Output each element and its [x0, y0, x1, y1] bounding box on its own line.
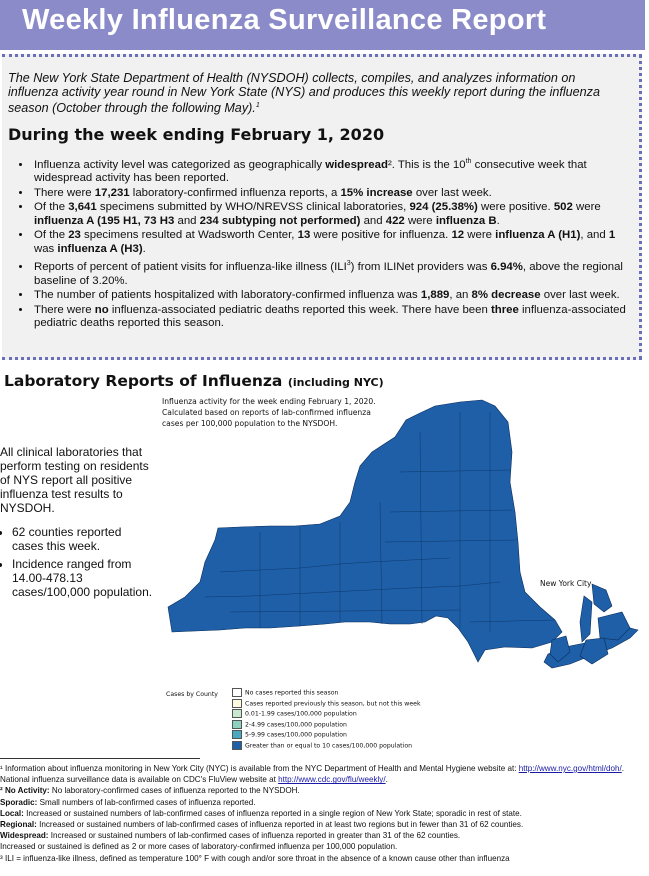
bullet-pediatric-deaths: • There were no influenza-associated pediatric deaths reported this week. There have been three influenza-associated pediatric deaths reported this season. [32, 304, 632, 331]
bullet-nrevss: • Of the 3,641 specimens submitted by WHO/NREVSS clinical laboratories, 924 (25.38%) were positive. 502 were influenza A (195 H1, 73 H3 and 234 subtyping not performed) and 422 were influenza B. [32, 201, 632, 228]
nyc-doh-link[interactable]: http://www.nyc.gov/html/doh/ [518, 764, 622, 773]
week-heading: During the week ending February 1, 2020 [8, 125, 385, 144]
counties-reported-bullet: • 62 counties reported cases this week. [12, 525, 156, 553]
legend-swatch [232, 730, 242, 739]
map-caption-line: Influenza activity for the week ending February 1, 2020. [162, 397, 376, 406]
intro-text: The New York State Department of Health (NYSDOH) collects, compiles, and analyzes information on influenza activity year round in New York State (NYS) and produces this weekly report during the influenza season (October through the following May). [8, 71, 600, 116]
footnote-1: ¹ Information about influenza monitoring in New York City (NYC) is available from the NYC Department of Health and Mental Hygiene website at: http://www.nyc.gov/html/doh/. National influenza surveillance data is available on CDC's FluView website at http://www.cdc.gov/flu/weekly/. [0, 764, 624, 785]
legend-swatch [232, 741, 242, 750]
footnote-2: ² No Activity: No laboratory-confirmed cases of influenza reported to the NYSDOH. [0, 786, 300, 796]
legend-swatch [232, 709, 242, 718]
legend-item: No cases reported this season [232, 688, 472, 699]
map-caption [162, 396, 432, 429]
lab-side-text [0, 445, 156, 603]
footnote-local: Local: Increased or sustained numbers of lab-confirmed cases of influenza reported in a single region of New York State; sporadic in rest of state. [0, 808, 522, 818]
intro-footnote-ref: 1 [255, 102, 260, 109]
legend-swatch [232, 699, 242, 708]
footnote-3: ³ ILI = influenza-like illness, defined as temperature 100° F with cough and/or sore throat in the absence of a known cause other than influenza [0, 853, 510, 863]
nyc-manhattan-shape [580, 596, 592, 642]
map-caption-line: Calculated based on reports of lab-confirmed influenza [162, 408, 371, 417]
nyc-brooklyn-shape [580, 638, 608, 664]
legend-swatch [232, 720, 242, 729]
legend-item: Greater than or equal to 10 cases/100,000 population [232, 741, 472, 752]
bullet-activity-level: • Influenza activity level was categorized as geographically widespread². This is the 10th consecutive week that widespread activity has been reported. [32, 155, 632, 186]
footnotes [0, 763, 645, 864]
footnote-increase-definition: Increased or sustained is defined as 2 or more cases of laboratory-confirmed influenza per 100,000 population. [0, 842, 398, 852]
legend-item: 5-9.99 cases/100,000 population [232, 730, 472, 741]
footnote-sporadic: Sporadic: Small numbers of lab-confirmed cases of influenza reported. [0, 797, 256, 807]
footnote-divider [0, 758, 200, 759]
bullet-ili: • Reports of percent of patient visits for influenza-like illness (ILI$^3$) from ILINet providers was 6.94%, above the regional baseline of 3.20%. [32, 257, 632, 288]
intro-paragraph [8, 71, 628, 115]
lab-section-heading: Laboratory Reports of Influenza (including NYC) [4, 372, 384, 390]
footnote-widespread: Widespread: Increased or sustained numbers of lab-confirmed cases of influenza reported in greater than 31 of the 62 counties. [0, 831, 461, 841]
summary-bullets [2, 155, 632, 332]
upstate-ny-shape [168, 400, 562, 662]
legend-item: 2-4.99 cases/100,000 population [232, 720, 472, 731]
lab-side-bullets [0, 525, 156, 599]
lab-side-paragraph: All clinical laboratories that perform testing on residents of NYS report all positive influenza test results to NYSDOH. [0, 445, 149, 515]
report-title: Weekly Influenza Surveillance Report [22, 4, 547, 36]
ny-state-shape [168, 400, 638, 668]
footnote-regional: Regional: Increased or sustained numbers of lab-confirmed cases of influenza reported in at least two regions but in fewer than 31 of 62 counties. [0, 820, 524, 830]
ny-state-map [160, 392, 640, 692]
nyc-inset-label: New York City [540, 579, 592, 588]
legend-title: Cases by County [166, 691, 218, 698]
legend-items [232, 688, 472, 751]
report-banner [0, 0, 645, 50]
nyc-bronx-shape [592, 584, 612, 612]
bullet-lab-reports: • There were 17,231 laboratory-confirmed influenza reports, a 15% increase over last week. [32, 187, 632, 201]
legend-swatch [232, 688, 242, 697]
cdc-fluview-link[interactable]: http://www.cdc.gov/flu/weekly/ [278, 775, 386, 785]
map-caption-line: cases per 100,000 population to the NYSDOH. [162, 419, 338, 428]
bullet-wadsworth: • Of the 23 specimens resulted at Wadsworth Center, 13 were positive for influenza. 12 were influenza A (H1), and 1 was influenza A (H3). [32, 229, 632, 256]
legend-item: Cases reported previously this season, but not this week [232, 699, 472, 710]
legend-item: 0.01-1.99 cases/100,000 population [232, 709, 472, 720]
incidence-range-bullet: • Incidence ranged from 14.00-478.13 cases/100,000 population. [12, 557, 156, 599]
summary-box [2, 54, 642, 360]
bullet-hospitalized: • The number of patients hospitalized with laboratory-confirmed influenza was 1,889, an 8% decrease over last week. [32, 289, 632, 303]
